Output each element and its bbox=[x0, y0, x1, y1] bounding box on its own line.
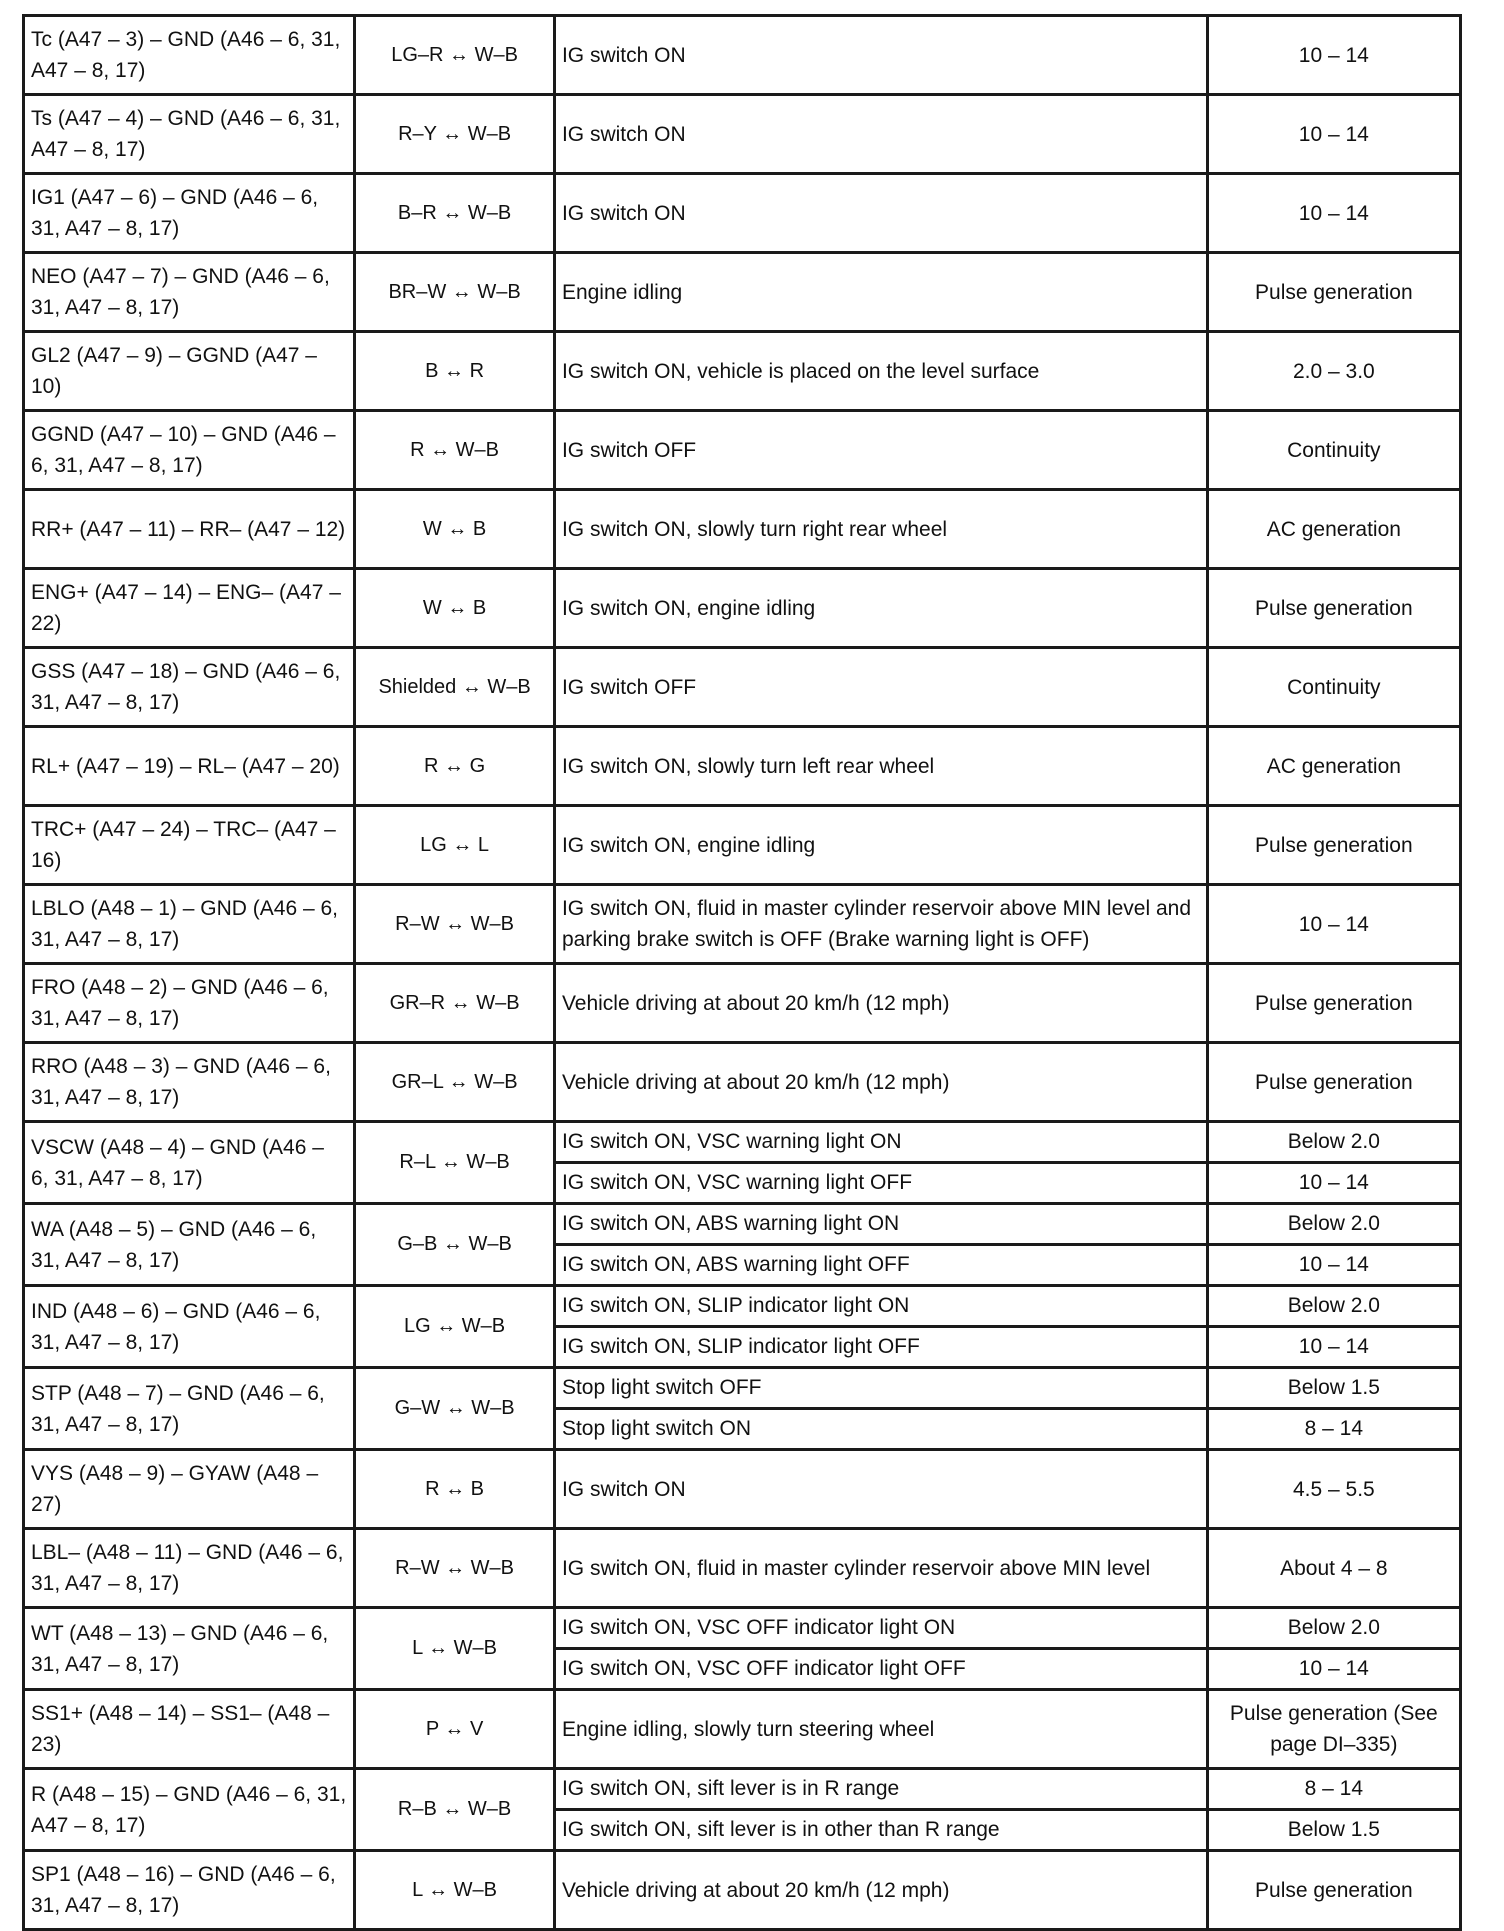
wiring-color-cell: Shielded ↔ W–B bbox=[355, 648, 555, 727]
table-row bbox=[24, 16, 1461, 95]
specified-condition-cell: 10 – 14 bbox=[1207, 885, 1460, 964]
specified-condition-cell: Below 2.0 bbox=[1207, 1608, 1460, 1649]
specified-condition-cell: AC generation bbox=[1207, 490, 1460, 569]
condition-cell: IG switch ON, fluid in master cylinder reservoir above MIN level and parking brake switch is OFF (Brake warning light is OFF) bbox=[554, 885, 1207, 964]
terminal-spec-body bbox=[24, 16, 1461, 1930]
terminal-no-cell: IG1 (A47 – 6) – GND (A46 – 6, 31, A47 – 8, 17) bbox=[24, 174, 355, 253]
terminal-no-cell: IND (A48 – 6) – GND (A46 – 6, 31, A47 – 8, 17) bbox=[24, 1286, 355, 1368]
wiring-color-cell: P ↔ V bbox=[355, 1690, 555, 1769]
wiring-color-cell: R–W ↔ W–B bbox=[355, 1529, 555, 1608]
terminal-no-cell: RR+ (A47 – 11) – RR– (A47 – 12) bbox=[24, 490, 355, 569]
condition-cell: Vehicle driving at about 20 km/h (12 mph) bbox=[554, 1043, 1207, 1122]
condition-cell: Stop light switch ON bbox=[554, 1409, 1207, 1450]
specified-condition-cell: 10 – 14 bbox=[1207, 1327, 1460, 1368]
terminal-no-cell: RL+ (A47 – 19) – RL– (A47 – 20) bbox=[24, 727, 355, 806]
specified-condition-cell: Continuity bbox=[1207, 648, 1460, 727]
table-row bbox=[24, 1204, 1461, 1245]
terminal-no-cell: VYS (A48 – 9) – GYAW (A48 – 27) bbox=[24, 1450, 355, 1529]
table-row bbox=[24, 648, 1461, 727]
table-row bbox=[24, 411, 1461, 490]
wiring-color-cell: B–R ↔ W–B bbox=[355, 174, 555, 253]
specified-condition-cell: Below 2.0 bbox=[1207, 1122, 1460, 1163]
terminal-no-cell: RRO (A48 – 3) – GND (A46 – 6, 31, A47 – 8, 17) bbox=[24, 1043, 355, 1122]
condition-cell: IG switch ON bbox=[554, 174, 1207, 253]
wiring-color-cell: LG ↔ W–B bbox=[355, 1286, 555, 1368]
condition-cell: IG switch ON, vehicle is placed on the level surface bbox=[554, 332, 1207, 411]
condition-cell: IG switch ON, VSC OFF indicator light ON bbox=[554, 1608, 1207, 1649]
table-row bbox=[24, 964, 1461, 1043]
specified-condition-cell: Pulse generation (See page DI–335) bbox=[1207, 1690, 1460, 1769]
terminal-no-cell: TRC+ (A47 – 24) – TRC– (A47 – 16) bbox=[24, 806, 355, 885]
table-row bbox=[24, 806, 1461, 885]
condition-cell: IG switch ON, VSC OFF indicator light OFF bbox=[554, 1649, 1207, 1690]
wiring-color-cell: R ↔ W–B bbox=[355, 411, 555, 490]
table-row bbox=[24, 1769, 1461, 1810]
wiring-color-cell: L ↔ W–B bbox=[355, 1608, 555, 1690]
condition-cell: Vehicle driving at about 20 km/h (12 mph) bbox=[554, 964, 1207, 1043]
condition-cell: IG switch ON, sift lever is in other than R range bbox=[554, 1810, 1207, 1851]
terminal-no-cell: GSS (A47 – 18) – GND (A46 – 6, 31, A47 – 8, 17) bbox=[24, 648, 355, 727]
condition-cell: Vehicle driving at about 20 km/h (12 mph) bbox=[554, 1851, 1207, 1930]
specified-condition-cell: 8 – 14 bbox=[1207, 1409, 1460, 1450]
wiring-color-cell: R–W ↔ W–B bbox=[355, 885, 555, 964]
table-row bbox=[24, 1122, 1461, 1163]
specified-condition-cell: Continuity bbox=[1207, 411, 1460, 490]
wiring-color-cell: LG–R ↔ W–B bbox=[355, 16, 555, 95]
specified-condition-cell: 8 – 14 bbox=[1207, 1769, 1460, 1810]
wiring-color-cell: G–B ↔ W–B bbox=[355, 1204, 555, 1286]
terminal-no-cell: VSCW (A48 – 4) – GND (A46 – 6, 31, A47 – 8, 17) bbox=[24, 1122, 355, 1204]
specified-condition-cell: About 4 – 8 bbox=[1207, 1529, 1460, 1608]
specified-condition-cell: 10 – 14 bbox=[1207, 1245, 1460, 1286]
specified-condition-cell: 10 – 14 bbox=[1207, 1649, 1460, 1690]
wiring-color-cell: LG ↔ L bbox=[355, 806, 555, 885]
condition-cell: IG switch ON, SLIP indicator light ON bbox=[554, 1286, 1207, 1327]
condition-cell: IG switch ON bbox=[554, 16, 1207, 95]
condition-cell: IG switch ON, VSC warning light OFF bbox=[554, 1163, 1207, 1204]
condition-cell: IG switch ON, SLIP indicator light OFF bbox=[554, 1327, 1207, 1368]
specified-condition-cell: AC generation bbox=[1207, 727, 1460, 806]
terminal-spec-table bbox=[22, 14, 1462, 1931]
specified-condition-cell: 10 – 14 bbox=[1207, 174, 1460, 253]
table-row bbox=[24, 727, 1461, 806]
terminal-no-cell: GL2 (A47 – 9) – GGND (A47 – 10) bbox=[24, 332, 355, 411]
specified-condition-cell: Below 1.5 bbox=[1207, 1810, 1460, 1851]
terminal-no-cell: NEO (A47 – 7) – GND (A46 – 6, 31, A47 – 8, 17) bbox=[24, 253, 355, 332]
terminal-no-cell: LBL– (A48 – 11) – GND (A46 – 6, 31, A47 – 8, 17) bbox=[24, 1529, 355, 1608]
wiring-color-cell: L ↔ W–B bbox=[355, 1851, 555, 1930]
specified-condition-cell: 10 – 14 bbox=[1207, 16, 1460, 95]
table-row bbox=[24, 95, 1461, 174]
table-row bbox=[24, 1690, 1461, 1769]
condition-cell: IG switch ON bbox=[554, 1450, 1207, 1529]
condition-cell: Stop light switch OFF bbox=[554, 1368, 1207, 1409]
terminal-no-cell: WA (A48 – 5) – GND (A46 – 6, 31, A47 – 8, 17) bbox=[24, 1204, 355, 1286]
table-row bbox=[24, 1608, 1461, 1649]
wiring-color-cell: R–L ↔ W–B bbox=[355, 1122, 555, 1204]
wiring-color-cell: R–Y ↔ W–B bbox=[355, 95, 555, 174]
specified-condition-cell: 2.0 – 3.0 bbox=[1207, 332, 1460, 411]
terminal-no-cell: STP (A48 – 7) – GND (A46 – 6, 31, A47 – 8, 17) bbox=[24, 1368, 355, 1450]
wiring-color-cell: G–W ↔ W–B bbox=[355, 1368, 555, 1450]
wiring-color-cell: B ↔ R bbox=[355, 332, 555, 411]
terminal-no-cell: LBLO (A48 – 1) – GND (A46 – 6, 31, A47 – 8, 17) bbox=[24, 885, 355, 964]
table-row bbox=[24, 1851, 1461, 1930]
specified-condition-cell: Pulse generation bbox=[1207, 569, 1460, 648]
condition-cell: IG switch ON, ABS warning light OFF bbox=[554, 1245, 1207, 1286]
table-row bbox=[24, 569, 1461, 648]
condition-cell: IG switch ON bbox=[554, 95, 1207, 174]
table-row bbox=[24, 1286, 1461, 1327]
table-row bbox=[24, 1529, 1461, 1608]
wiring-color-cell: W ↔ B bbox=[355, 569, 555, 648]
specified-condition-cell: Pulse generation bbox=[1207, 1043, 1460, 1122]
condition-cell: IG switch ON, engine idling bbox=[554, 806, 1207, 885]
terminal-no-cell: ENG+ (A47 – 14) – ENG– (A47 – 22) bbox=[24, 569, 355, 648]
condition-cell: IG switch ON, slowly turn left rear wheel bbox=[554, 727, 1207, 806]
table-row bbox=[24, 1368, 1461, 1409]
wiring-color-cell: GR–L ↔ W–B bbox=[355, 1043, 555, 1122]
specified-condition-cell: Below 1.5 bbox=[1207, 1368, 1460, 1409]
table-row bbox=[24, 1043, 1461, 1122]
specified-condition-cell: Pulse generation bbox=[1207, 253, 1460, 332]
table-row bbox=[24, 885, 1461, 964]
terminal-no-cell: GGND (A47 – 10) – GND (A46 – 6, 31, A47 – 8, 17) bbox=[24, 411, 355, 490]
condition-cell: Engine idling bbox=[554, 253, 1207, 332]
table-row bbox=[24, 174, 1461, 253]
terminal-no-cell: SS1+ (A48 – 14) – SS1– (A48 – 23) bbox=[24, 1690, 355, 1769]
specified-condition-cell: 10 – 14 bbox=[1207, 95, 1460, 174]
condition-cell: IG switch OFF bbox=[554, 648, 1207, 727]
terminal-no-cell: WT (A48 – 13) – GND (A46 – 6, 31, A47 – 8, 17) bbox=[24, 1608, 355, 1690]
terminal-no-cell: Ts (A47 – 4) – GND (A46 – 6, 31, A47 – 8, 17) bbox=[24, 95, 355, 174]
specified-condition-cell: 10 – 14 bbox=[1207, 1163, 1460, 1204]
table-row bbox=[24, 1450, 1461, 1529]
terminal-no-cell: FRO (A48 – 2) – GND (A46 – 6, 31, A47 – 8, 17) bbox=[24, 964, 355, 1043]
wiring-color-cell: W ↔ B bbox=[355, 490, 555, 569]
wiring-color-cell: R ↔ B bbox=[355, 1450, 555, 1529]
condition-cell: IG switch ON, ABS warning light ON bbox=[554, 1204, 1207, 1245]
condition-cell: IG switch ON, fluid in master cylinder reservoir above MIN level bbox=[554, 1529, 1207, 1608]
specified-condition-cell: Pulse generation bbox=[1207, 964, 1460, 1043]
wiring-color-cell: GR–R ↔ W–B bbox=[355, 964, 555, 1043]
terminal-no-cell: Tc (A47 – 3) – GND (A46 – 6, 31, A47 – 8, 17) bbox=[24, 16, 355, 95]
condition-cell: IG switch ON, slowly turn right rear wheel bbox=[554, 490, 1207, 569]
specified-condition-cell: Pulse generation bbox=[1207, 1851, 1460, 1930]
wiring-color-cell: BR–W ↔ W–B bbox=[355, 253, 555, 332]
table-row bbox=[24, 490, 1461, 569]
specified-condition-cell: Below 2.0 bbox=[1207, 1204, 1460, 1245]
condition-cell: Engine idling, slowly turn steering wheel bbox=[554, 1690, 1207, 1769]
table-row bbox=[24, 253, 1461, 332]
terminal-no-cell: R (A48 – 15) – GND (A46 – 6, 31, A47 – 8, 17) bbox=[24, 1769, 355, 1851]
specified-condition-cell: 4.5 – 5.5 bbox=[1207, 1450, 1460, 1529]
condition-cell: IG switch OFF bbox=[554, 411, 1207, 490]
terminal-inspection-sheet bbox=[22, 14, 1462, 1931]
wiring-color-cell: R ↔ G bbox=[355, 727, 555, 806]
terminal-no-cell: SP1 (A48 – 16) – GND (A46 – 6, 31, A47 – 8, 17) bbox=[24, 1851, 355, 1930]
wiring-color-cell: R–B ↔ W–B bbox=[355, 1769, 555, 1851]
specified-condition-cell: Below 2.0 bbox=[1207, 1286, 1460, 1327]
specified-condition-cell: Pulse generation bbox=[1207, 806, 1460, 885]
condition-cell: IG switch ON, engine idling bbox=[554, 569, 1207, 648]
table-row bbox=[24, 332, 1461, 411]
condition-cell: IG switch ON, sift lever is in R range bbox=[554, 1769, 1207, 1810]
condition-cell: IG switch ON, VSC warning light ON bbox=[554, 1122, 1207, 1163]
